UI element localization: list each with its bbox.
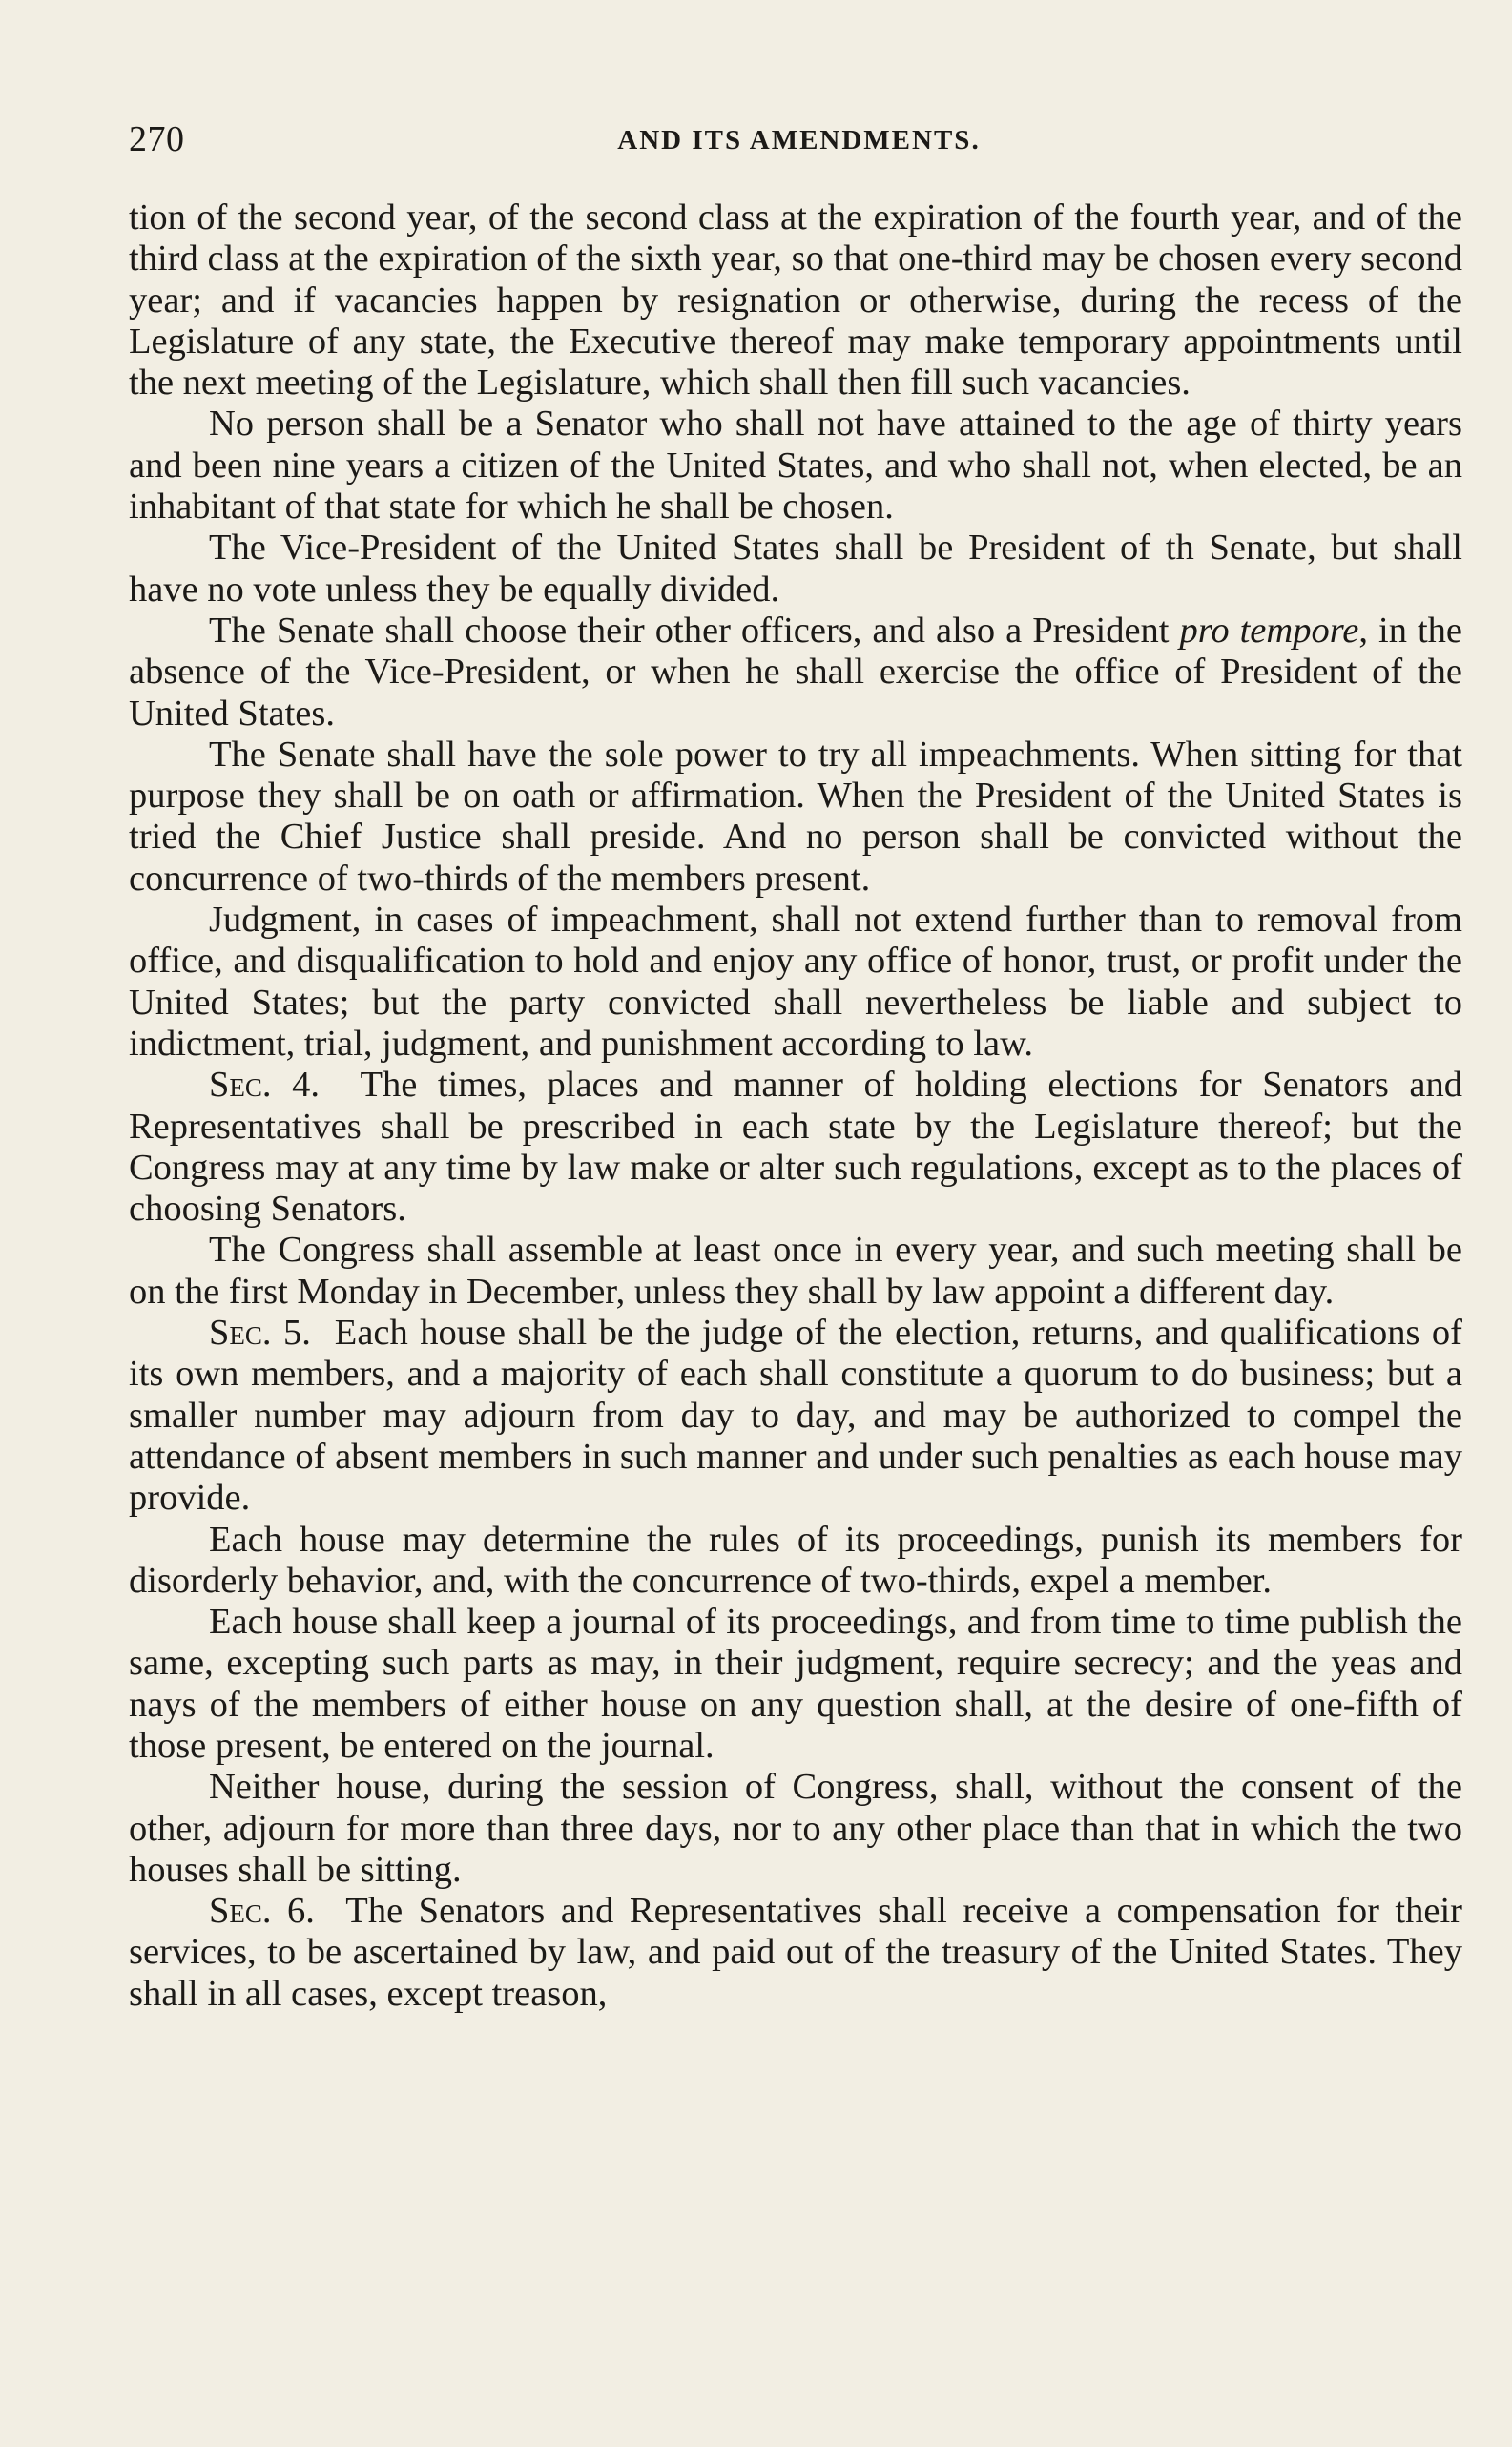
section-label: Sec. 4. xyxy=(209,1065,320,1106)
paragraph-vice-president xyxy=(129,528,1462,611)
paragraph-text: The Senate shall choose their other officers, and also a President xyxy=(209,610,1180,651)
paragraph-congress-assembly xyxy=(129,1230,1462,1313)
paragraph-text: Each house shall keep a journal of its proceedings, and from time to time publish the same, excepting such parts as may, in their judgment, require secrecy; and the yeas and nays of the members of either house on any question shall, at the desire of one-fifth of those present, be entered on the journal. xyxy=(129,1602,1462,1766)
paragraph-house-rules xyxy=(129,1520,1462,1603)
running-head: AND ITS AMENDMENTS. xyxy=(617,125,981,156)
page-number: 270 xyxy=(129,119,185,159)
paragraph-section-4 xyxy=(129,1065,1462,1230)
italic-phrase: pro tempore xyxy=(1179,610,1359,651)
paragraph-text: tion of the second year, of the second class at the expiration of the fourth year, and of the third class at the expiration of the sixth year, so that one-third may be chosen every second year; and if vacancies happen by resignation or otherwise, during the recess of the Legislature of any state, the Executive thereof may make temporary appointments until the next meeting of the Legislature, which shall then fill such vacancies. xyxy=(129,197,1462,404)
paragraph-text: The Senate shall have the sole power to try all impeachments. When sitting for that purpose they shall be on oath or affirmation. When the President of the United States is tried the Chief Justice shall preside. And no person shall be convicted without the concurrence of two-thirds of the members present. xyxy=(129,734,1462,899)
paragraph-text: Judgment, in cases of impeachment, shall not extend further than to removal from office, and disqualification to hold and enjoy any office of honor, trust, or profit under the United States; but the party convicted shall nevertheless be liable and subject to indictment, trial, judgment, and punishment according to law. xyxy=(129,900,1462,1064)
paragraph-text: The times, places and manner of holding elections for Senators and Representatives shall be prescribed in each state by the Legislature thereof; but the Congress may at any time by law make or alter such regulations, except as to the places of choosing Senators. xyxy=(129,1065,1462,1230)
paragraph-impeachment-trials xyxy=(129,735,1462,900)
paragraph-section-6 xyxy=(129,1891,1462,2015)
paragraph-section-5 xyxy=(129,1313,1462,1519)
paragraph-senate-officers xyxy=(129,611,1462,735)
paragraph-text: The Senators and Representatives shall receive a compensation for their services, to be ascertained by law, and paid out of the treasury of the United States. They shall in all cases, except treason, xyxy=(129,1891,1462,2014)
paragraph-text: Each house may determine the rules of its proceedings, punish its members for disorderly behavior, and, with the concurrence of two-thirds, expel a member. xyxy=(129,1519,1462,1601)
paragraph-continuation xyxy=(129,197,1462,404)
paragraph-text: , in the absence of the Vice-President, or when he shall exercise the office of President of the United States. xyxy=(129,610,1463,734)
section-label: Sec. 6. xyxy=(209,1891,315,1932)
body-text xyxy=(129,197,1462,2015)
paragraph-text: No person shall be a Senator who shall not have attained to the age of thirty years and been nine years a citizen of the United States, and who shall not, when elected, be an inhabitant of that state for which he shall be chosen. xyxy=(129,404,1462,528)
paragraph-text: Each house shall be the judge of the election, returns, and qualifications of its own members, and a majority of each shall constitute a quorum to do business; but a smaller number may adjourn from day to day, and may be authorized to compel the attendance of absent members in such manner and under such penalties as each house may provide. xyxy=(129,1313,1462,1519)
paragraph-journal xyxy=(129,1602,1462,1767)
paragraph-text: The Congress shall assemble at least once in every year, and such meeting shall be on the first Monday in December, unless they shall by law appoint a different day. xyxy=(129,1230,1462,1312)
page-header xyxy=(129,113,1469,166)
paragraph-text: Neither house, during the session of Congress, shall, without the consent of the other, adjourn for more than three days, nor to any other place than that in which the two houses shall be sitting. xyxy=(129,1767,1462,1890)
paragraph-impeachment-judgment xyxy=(129,900,1462,1065)
paragraph-senator-qualifications xyxy=(129,404,1462,528)
paragraph-adjournment xyxy=(129,1767,1462,1891)
section-label: Sec. 5. xyxy=(209,1313,311,1354)
paragraph-text: The Vice-President of the United States shall be President of th Senate, but shall have no vote unless they be equally divided. xyxy=(129,528,1462,610)
